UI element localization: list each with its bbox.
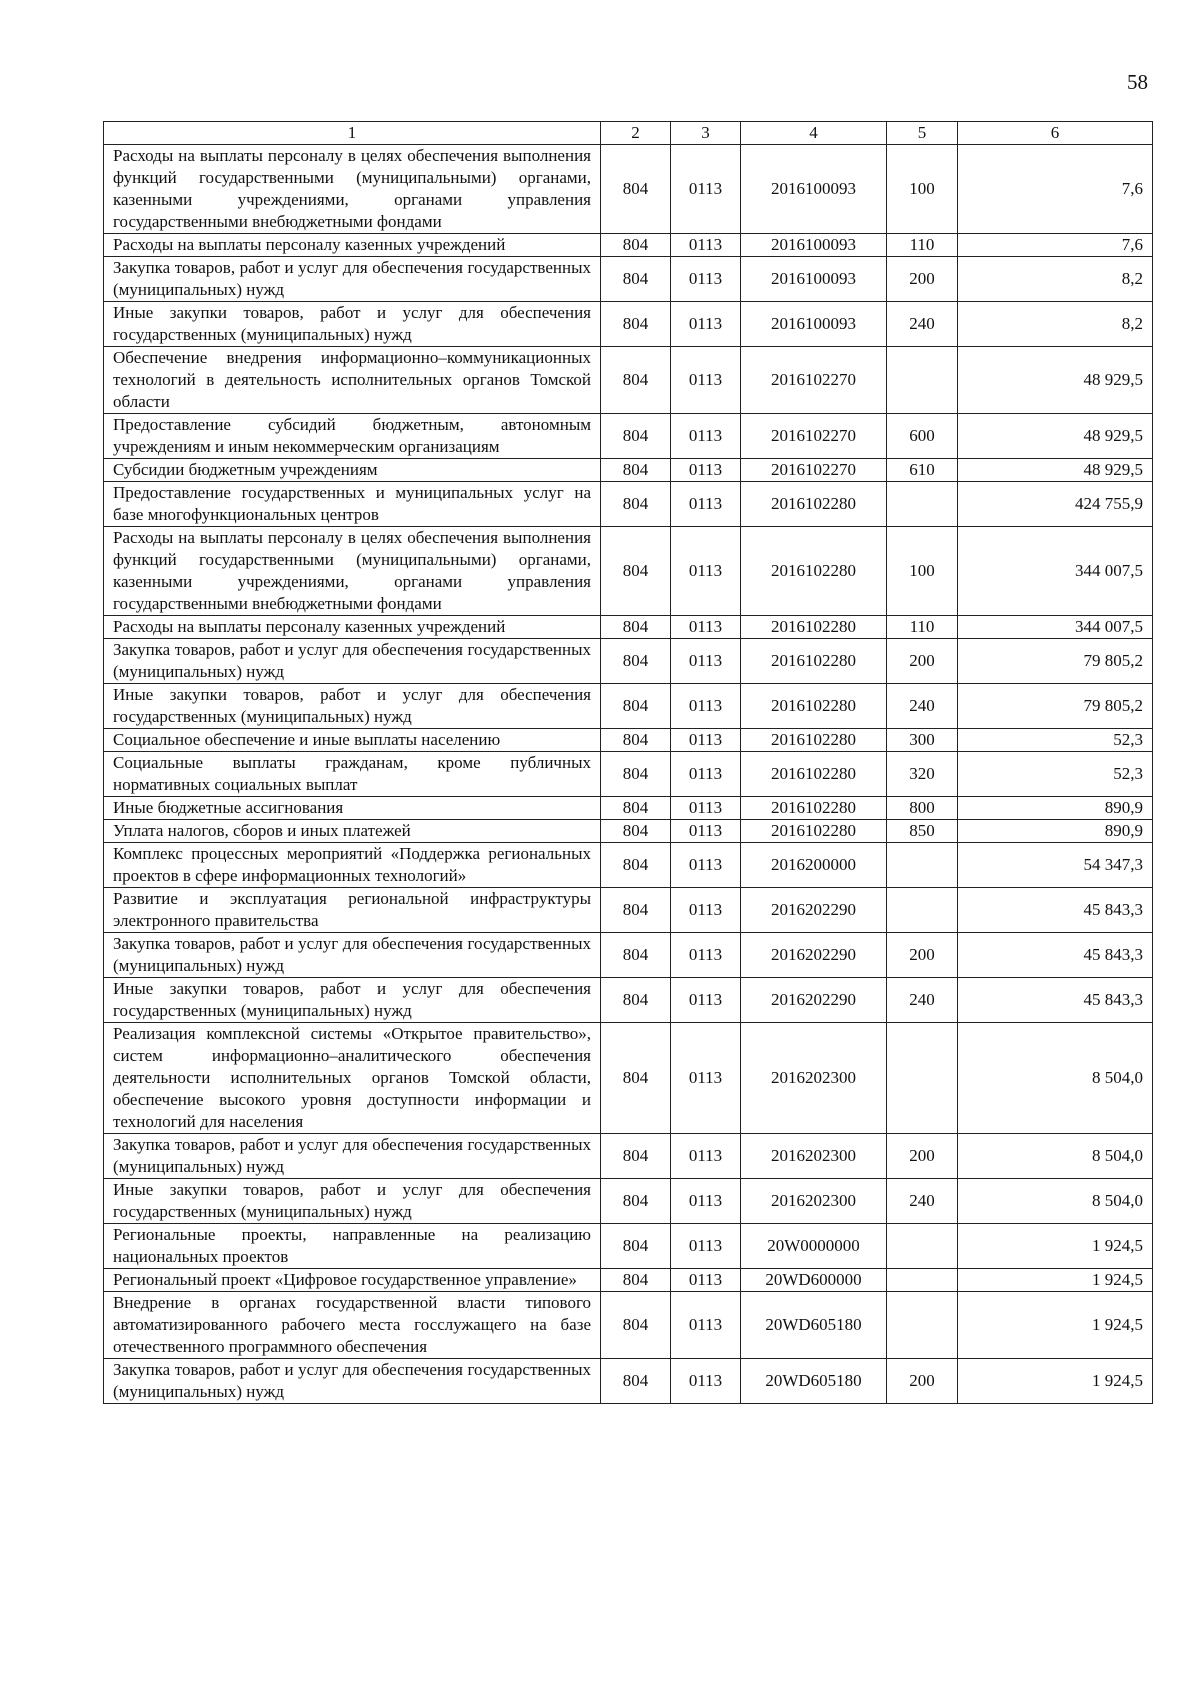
description-cell: Субсидии бюджетным учреждениям [104,459,601,482]
expense-type-cell [887,1269,958,1292]
section-code-cell: 0113 [671,888,741,933]
expense-type-cell: 200 [887,639,958,684]
description-cell: Закупка товаров, работ и услуг для обеспечения государственных (муниципальных) нужд [104,933,601,978]
table-row [104,843,1153,888]
target-article-cell: 2016102280 [741,729,887,752]
target-article-cell: 2016102270 [741,459,887,482]
table-row [104,145,1153,234]
amount-cell: 52,3 [958,729,1153,752]
table-row [104,527,1153,616]
table-row [104,729,1153,752]
ministry-code-cell: 804 [601,145,671,234]
table-row [104,234,1153,257]
expense-type-cell: 200 [887,257,958,302]
section-code-cell: 0113 [671,933,741,978]
expense-type-cell [887,1224,958,1269]
target-article-cell: 2016100093 [741,257,887,302]
expense-type-cell: 110 [887,234,958,257]
expense-type-cell: 240 [887,684,958,729]
table-row [104,752,1153,797]
target-article-cell: 2016102280 [741,639,887,684]
ministry-code-cell: 804 [601,843,671,888]
description-cell: Расходы на выплаты персоналу в целях обеспечения выполнения функций государственными (муниципальными) органами, казенными учреждениями, органами управления государственными внебюджетными фондами [104,527,601,616]
description-cell: Иные закупки товаров, работ и услуг для обеспечения государственных (муниципальных) нужд [104,684,601,729]
target-article-cell: 20WD605180 [741,1359,887,1404]
amount-cell: 45 843,3 [958,933,1153,978]
ministry-code-cell: 804 [601,414,671,459]
amount-cell: 7,6 [958,234,1153,257]
section-code-cell: 0113 [671,752,741,797]
section-code-cell: 0113 [671,482,741,527]
description-cell: Уплата налогов, сборов и иных платежей [104,820,601,843]
expense-type-cell: 600 [887,414,958,459]
description-cell: Расходы на выплаты персоналу в целях обеспечения выполнения функций государственными (муниципальными) органами, казенными учреждениями, органами управления государственными внебюджетными фондами [104,145,601,234]
table-body [104,145,1153,1404]
section-code-cell: 0113 [671,347,741,414]
section-code-cell: 0113 [671,1359,741,1404]
table-row [104,888,1153,933]
section-code-cell: 0113 [671,1224,741,1269]
expense-type-cell: 610 [887,459,958,482]
description-cell: Иные закупки товаров, работ и услуг для обеспечения государственных (муниципальных) нужд [104,302,601,347]
description-cell: Реализация комплексной системы «Открытое правительство», систем информационно–аналитического обеспечения деятельности исполнительных органов Томской области, обеспечение высокого уровня доступности информации и технологий для населения [104,1023,601,1134]
amount-cell: 8 504,0 [958,1134,1153,1179]
ministry-code-cell: 804 [601,752,671,797]
page-number: 58 [1127,70,1148,94]
ministry-code-cell: 804 [601,888,671,933]
description-cell: Развитие и эксплуатация региональной инфраструктуры электронного правительства [104,888,601,933]
target-article-cell: 2016202300 [741,1134,887,1179]
table-row [104,820,1153,843]
amount-cell: 7,6 [958,145,1153,234]
expense-type-cell: 110 [887,616,958,639]
section-code-cell: 0113 [671,639,741,684]
target-article-cell: 2016102280 [741,797,887,820]
section-code-cell: 0113 [671,257,741,302]
ministry-code-cell: 804 [601,820,671,843]
ministry-code-cell: 804 [601,1179,671,1224]
table-row [104,1359,1153,1404]
ministry-code-cell: 804 [601,459,671,482]
amount-cell: 1 924,5 [958,1269,1153,1292]
table-header-row [104,122,1153,145]
table-row [104,482,1153,527]
table-row [104,639,1153,684]
table-row [104,1224,1153,1269]
description-cell: Социальные выплаты гражданам, кроме публичных нормативных социальных выплат [104,752,601,797]
target-article-cell: 2016102280 [741,752,887,797]
target-article-cell: 20WD605180 [741,1292,887,1359]
amount-cell: 79 805,2 [958,684,1153,729]
amount-cell: 52,3 [958,752,1153,797]
section-code-cell: 0113 [671,145,741,234]
amount-cell: 1 924,5 [958,1359,1153,1404]
expense-type-cell: 850 [887,820,958,843]
section-code-cell: 0113 [671,616,741,639]
description-cell: Комплекс процессных мероприятий «Поддержка региональных проектов в сфере информационных технологий» [104,843,601,888]
ministry-code-cell: 804 [601,347,671,414]
table-row [104,302,1153,347]
expense-type-cell: 800 [887,797,958,820]
table-row [104,347,1153,414]
section-code-cell: 0113 [671,1269,741,1292]
target-article-cell: 2016102270 [741,414,887,459]
table-row [104,1292,1153,1359]
amount-cell: 54 347,3 [958,843,1153,888]
description-cell: Иные бюджетные ассигнования [104,797,601,820]
amount-cell: 8,2 [958,257,1153,302]
description-cell: Иные закупки товаров, работ и услуг для обеспечения государственных (муниципальных) нужд [104,978,601,1023]
table-row [104,414,1153,459]
target-article-cell: 2016202290 [741,888,887,933]
ministry-code-cell: 804 [601,302,671,347]
amount-cell: 890,9 [958,797,1153,820]
expense-type-cell [887,888,958,933]
header-cell: 1 [104,122,601,145]
ministry-code-cell: 804 [601,1023,671,1134]
header-cell: 5 [887,122,958,145]
description-cell: Внедрение в органах государственной власти типового автоматизированного рабочего места госслужащего на базе отечественного программного обеспечения [104,1292,601,1359]
description-cell: Обеспечение внедрения информационно–коммуникационных технологий в деятельность исполнительных органов Томской области [104,347,601,414]
description-cell: Закупка товаров, работ и услуг для обеспечения государственных (муниципальных) нужд [104,639,601,684]
target-article-cell: 2016100093 [741,302,887,347]
expense-type-cell [887,1023,958,1134]
target-article-cell: 2016202300 [741,1179,887,1224]
description-cell: Расходы на выплаты персоналу казенных учреждений [104,234,601,257]
expense-type-cell: 100 [887,527,958,616]
section-code-cell: 0113 [671,1292,741,1359]
target-article-cell: 2016102280 [741,616,887,639]
description-cell: Закупка товаров, работ и услуг для обеспечения государственных (муниципальных) нужд [104,1134,601,1179]
amount-cell: 48 929,5 [958,414,1153,459]
section-code-cell: 0113 [671,234,741,257]
expense-type-cell: 240 [887,978,958,1023]
ministry-code-cell: 804 [601,234,671,257]
ministry-code-cell: 804 [601,616,671,639]
target-article-cell: 2016102280 [741,684,887,729]
ministry-code-cell: 804 [601,729,671,752]
amount-cell: 8,2 [958,302,1153,347]
expense-type-cell [887,1292,958,1359]
section-code-cell: 0113 [671,684,741,729]
table-row [104,1134,1153,1179]
expense-type-cell [887,843,958,888]
ministry-code-cell: 804 [601,1359,671,1404]
target-article-cell: 2016200000 [741,843,887,888]
description-cell: Закупка товаров, работ и услуг для обеспечения государственных (муниципальных) нужд [104,257,601,302]
ministry-code-cell: 804 [601,933,671,978]
target-article-cell: 2016100093 [741,145,887,234]
table-row [104,1023,1153,1134]
amount-cell: 890,9 [958,820,1153,843]
expense-type-cell: 320 [887,752,958,797]
table-row [104,616,1153,639]
table-row [104,1179,1153,1224]
expense-type-cell: 200 [887,933,958,978]
target-article-cell: 2016102280 [741,482,887,527]
table-row [104,797,1153,820]
table-row [104,257,1153,302]
amount-cell: 79 805,2 [958,639,1153,684]
amount-cell: 48 929,5 [958,347,1153,414]
expense-type-cell: 200 [887,1134,958,1179]
section-code-cell: 0113 [671,459,741,482]
expense-type-cell [887,482,958,527]
amount-cell: 344 007,5 [958,527,1153,616]
ministry-code-cell: 804 [601,257,671,302]
target-article-cell: 2016202290 [741,978,887,1023]
target-article-cell: 2016202290 [741,933,887,978]
section-code-cell: 0113 [671,1134,741,1179]
target-article-cell: 2016202300 [741,1023,887,1134]
header-cell: 2 [601,122,671,145]
table-row [104,459,1153,482]
table-row [104,978,1153,1023]
section-code-cell: 0113 [671,414,741,459]
expense-type-cell: 240 [887,1179,958,1224]
description-cell: Предоставление субсидий бюджетным, автономным учреждениям и иным некоммерческим организациям [104,414,601,459]
section-code-cell: 0113 [671,302,741,347]
amount-cell: 344 007,5 [958,616,1153,639]
amount-cell: 45 843,3 [958,888,1153,933]
header-cell: 4 [741,122,887,145]
expense-type-cell: 300 [887,729,958,752]
ministry-code-cell: 804 [601,482,671,527]
ministry-code-cell: 804 [601,639,671,684]
amount-cell: 8 504,0 [958,1023,1153,1134]
description-cell: Расходы на выплаты персоналу казенных учреждений [104,616,601,639]
ministry-code-cell: 804 [601,527,671,616]
section-code-cell: 0113 [671,1179,741,1224]
ministry-code-cell: 804 [601,1292,671,1359]
ministry-code-cell: 804 [601,1134,671,1179]
table-row [104,933,1153,978]
budget-table [103,121,1153,1404]
section-code-cell: 0113 [671,820,741,843]
section-code-cell: 0113 [671,797,741,820]
section-code-cell: 0113 [671,527,741,616]
table-row [104,684,1153,729]
section-code-cell: 0113 [671,729,741,752]
amount-cell: 8 504,0 [958,1179,1153,1224]
ministry-code-cell: 804 [601,797,671,820]
expense-type-cell: 100 [887,145,958,234]
description-cell: Социальное обеспечение и иные выплаты населению [104,729,601,752]
table-row [104,1269,1153,1292]
ministry-code-cell: 804 [601,684,671,729]
expense-type-cell [887,347,958,414]
amount-cell: 1 924,5 [958,1292,1153,1359]
target-article-cell: 2016102280 [741,820,887,843]
description-cell: Региональный проект «Цифровое государственное управление» [104,1269,601,1292]
section-code-cell: 0113 [671,978,741,1023]
description-cell: Иные закупки товаров, работ и услуг для обеспечения государственных (муниципальных) нужд [104,1179,601,1224]
ministry-code-cell: 804 [601,1224,671,1269]
header-cell: 6 [958,122,1153,145]
ministry-code-cell: 804 [601,1269,671,1292]
description-cell: Предоставление государственных и муниципальных услуг на базе многофункциональных центров [104,482,601,527]
amount-cell: 1 924,5 [958,1224,1153,1269]
target-article-cell: 2016102270 [741,347,887,414]
target-article-cell: 20WD600000 [741,1269,887,1292]
expense-type-cell: 200 [887,1359,958,1404]
ministry-code-cell: 804 [601,978,671,1023]
header-cell: 3 [671,122,741,145]
target-article-cell: 2016102280 [741,527,887,616]
target-article-cell: 2016100093 [741,234,887,257]
amount-cell: 424 755,9 [958,482,1153,527]
amount-cell: 48 929,5 [958,459,1153,482]
section-code-cell: 0113 [671,1023,741,1134]
amount-cell: 45 843,3 [958,978,1153,1023]
description-cell: Региональные проекты, направленные на реализацию национальных проектов [104,1224,601,1269]
target-article-cell: 20W0000000 [741,1224,887,1269]
expense-type-cell: 240 [887,302,958,347]
section-code-cell: 0113 [671,843,741,888]
description-cell: Закупка товаров, работ и услуг для обеспечения государственных (муниципальных) нужд [104,1359,601,1404]
